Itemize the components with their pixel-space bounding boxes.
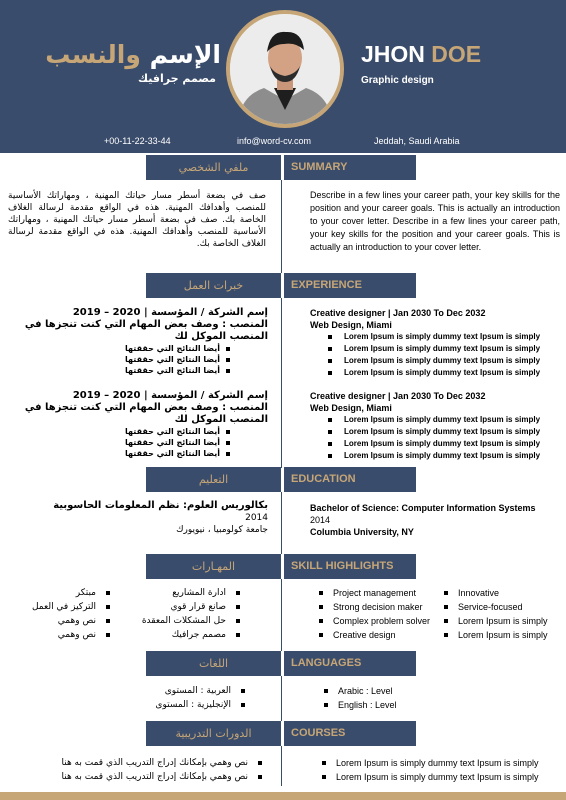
list-item: Lorem Ipsum is simply dummy text Ipsum is simply xyxy=(344,414,560,426)
name-en-first: JHON xyxy=(361,41,425,67)
education-label-en: EDUCATION xyxy=(284,467,416,492)
list-item: ادارة المشاريع xyxy=(130,586,240,600)
list-item: Strong decision maker xyxy=(319,600,444,614)
experience-label-ar: خبرات العمل xyxy=(146,273,281,298)
job-company: Web Design, Miami xyxy=(310,320,392,330)
name-en-last: DOE xyxy=(431,41,482,67)
year-en: 2014 xyxy=(310,515,331,525)
list-item: Lorem Ipsum is simply dummy text Ipsum is simply xyxy=(344,426,560,438)
divider xyxy=(281,492,282,554)
list-item: أيضا النتائج التي حققتها xyxy=(8,426,220,437)
experience-label-en: EXPERIENCE xyxy=(284,273,416,298)
list-item: العربية : المستوى xyxy=(120,684,245,698)
header-banner xyxy=(0,0,566,153)
list-item: English : Level xyxy=(324,698,464,712)
list-item: Creative design xyxy=(319,628,444,642)
person-portrait-icon xyxy=(230,14,340,124)
list-item: حل المشكلات المعقدة xyxy=(130,614,240,628)
courses-label-ar: الدورات التدريبية xyxy=(146,721,281,746)
list-item: Lorem Ipsum is simply dummy text Ipsum is simply xyxy=(322,770,562,784)
skills-list-ar-2 xyxy=(18,586,110,642)
list-item: أيضا النتائج التي حققتها xyxy=(8,354,220,365)
list-item: مبتكر xyxy=(18,586,110,600)
list-item: أيضا النتائج التي حققتها xyxy=(8,437,220,448)
year-ar: 2014 xyxy=(245,513,268,523)
list-item: صانع قرار قوي xyxy=(130,600,240,614)
summary-label-en: SUMMARY xyxy=(284,155,416,180)
section-header-experience xyxy=(146,273,416,298)
footer-accent-bar xyxy=(0,792,566,800)
list-item: Lorem Ipsum is simply dummy text Ipsum is simply xyxy=(344,367,560,379)
skills-list-en-1 xyxy=(319,586,444,642)
job-title-english: Graphic design xyxy=(361,75,434,86)
degree-en: Bachelor of Science: Computer Information Systems xyxy=(310,503,536,513)
job-role-ar: المنصب : وصف بعض المهام التي كنت تنجزها في المنصب الموكل لك xyxy=(24,402,268,425)
list-item: Lorem Ipsum is simply dummy text Ipsum is simply xyxy=(344,450,560,462)
divider xyxy=(281,676,282,721)
list-item: Lorem Ipsum is simply dummy text Ipsum is simply xyxy=(322,756,562,770)
contact-phone: +00-11-22-33-44 xyxy=(104,136,171,146)
section-header-summary xyxy=(146,155,416,180)
list-item: الإنجليزية : المستوى xyxy=(120,698,245,712)
job-title: Creative designer | Jan 2030 To Dec 2032 xyxy=(310,308,486,318)
skills-list-ar-1 xyxy=(130,586,240,642)
languages-list-en xyxy=(324,684,464,712)
job-entry-ar xyxy=(8,307,268,376)
section-header-courses xyxy=(146,721,416,746)
education-label-ar: التعليم xyxy=(146,467,281,492)
divider xyxy=(281,180,282,273)
summary-text-en: Describe in a few lines your career path, your key skills for the position and your career goals. This is actually an introduction to your cover letter. Describe in a few lines your career path, your key skills for the position and your career goals. This is actually an introduction to your cover letter. xyxy=(310,190,560,252)
job-company-ar: إسم الشركة / المؤسسة | 2020 – 2019 xyxy=(72,307,268,318)
list-item: أيضا النتائج التي حققتها xyxy=(8,343,220,354)
languages-label-ar: اللغات xyxy=(146,651,281,676)
name-arabic xyxy=(45,40,221,69)
name-ar-last: والنسب xyxy=(45,40,141,69)
divider xyxy=(281,298,282,468)
list-item: أيضا النتائج التي حققتها xyxy=(8,365,220,376)
divider xyxy=(281,579,282,651)
courses-list-ar xyxy=(12,756,262,784)
job-entry-en xyxy=(310,307,560,379)
skills-list-en-2 xyxy=(444,586,562,642)
list-item: نص وهمي بإمكانك إدراج التدريب الذي قمت به هنا xyxy=(12,756,262,770)
school-ar: جامعة كولومبيا ، نيويورك xyxy=(176,525,268,535)
job-role-ar: المنصب : وصف بعض المهام التي كنت تنجزها في المنصب الموكل لك xyxy=(24,319,268,342)
list-item: Innovative xyxy=(444,586,562,600)
job-title-arabic: مصمم جرافيك xyxy=(138,72,216,85)
skills-label-ar: المهـارات xyxy=(146,554,281,579)
list-item: Project management xyxy=(319,586,444,600)
job-entry-en xyxy=(310,390,560,462)
section-header-languages xyxy=(146,651,416,676)
list-item: نص وهمي xyxy=(18,628,110,642)
education-ar xyxy=(8,500,268,536)
list-item: Arabic : Level xyxy=(324,684,464,698)
divider xyxy=(281,746,282,786)
list-item: نص وهمي بإمكانك إدراج التدريب الذي قمت به هنا xyxy=(12,770,262,784)
courses-label-en: COURSES xyxy=(284,721,416,746)
list-item: Lorem Ipsum is simply dummy text Ipsum is simply xyxy=(344,331,560,343)
job-title: Creative designer | Jan 2030 To Dec 2032 xyxy=(310,391,486,401)
languages-label-en: LANGUAGES xyxy=(284,651,416,676)
job-company: Web Design, Miami xyxy=(310,403,392,413)
list-item: Lorem Ipsum is simply xyxy=(444,628,562,642)
list-item: مصمم جرافيك xyxy=(130,628,240,642)
summary-text-ar: صف في بضعة أسطر مسار حياتك المهنية ، ومهاراتك الأساسية للمنصب وأهدافك المهنية. هذه في الواقع مقدمة لرسالة الغلاف الخاصة بك. صف في بضعة أسطر مسار حياتك المهنية ، ومهاراتك الأساسية للمنصب وأهدافك المهنية. هذه في الواقع مقدمة لرسالة الغلاف الخاصة بك. xyxy=(8,191,266,249)
job-company-ar: إسم الشركة / المؤسسة | 2020 – 2019 xyxy=(72,390,268,401)
list-item: نص وهمي xyxy=(18,614,110,628)
contact-email: info@word-cv.com xyxy=(237,136,311,146)
list-item: Lorem Ipsum is simply dummy text Ipsum is simply xyxy=(344,355,560,367)
list-item: Lorem Ipsum is simply dummy text Ipsum is simply xyxy=(344,438,560,450)
languages-list-ar xyxy=(120,684,245,712)
skills-label-en: SKILL HIGHLIGHTS xyxy=(284,554,416,579)
name-ar-first: الإسم xyxy=(149,40,221,69)
name-english xyxy=(361,41,481,68)
list-item: التركيز في العمل xyxy=(18,600,110,614)
list-item: Service-focused xyxy=(444,600,562,614)
degree-ar: بكالوريس العلوم: نظم المعلومات الحاسوبية xyxy=(53,500,268,511)
summary-label-ar: ملفي الشخصي xyxy=(146,155,281,180)
list-item: Complex problem solver xyxy=(319,614,444,628)
job-entry-ar xyxy=(8,390,268,459)
contact-location: Jeddah, Saudi Arabia xyxy=(374,136,460,146)
education-en xyxy=(310,502,560,538)
list-item: Lorem Ipsum is simply xyxy=(444,614,562,628)
list-item: Lorem Ipsum is simply dummy text Ipsum is simply xyxy=(344,343,560,355)
school-en: Columbia University, NY xyxy=(310,527,414,537)
section-header-education xyxy=(146,467,416,492)
list-item: أيضا النتائج التي حققتها xyxy=(8,448,220,459)
section-header-skills xyxy=(146,554,416,579)
profile-photo xyxy=(226,10,344,128)
courses-list-en xyxy=(322,756,562,784)
